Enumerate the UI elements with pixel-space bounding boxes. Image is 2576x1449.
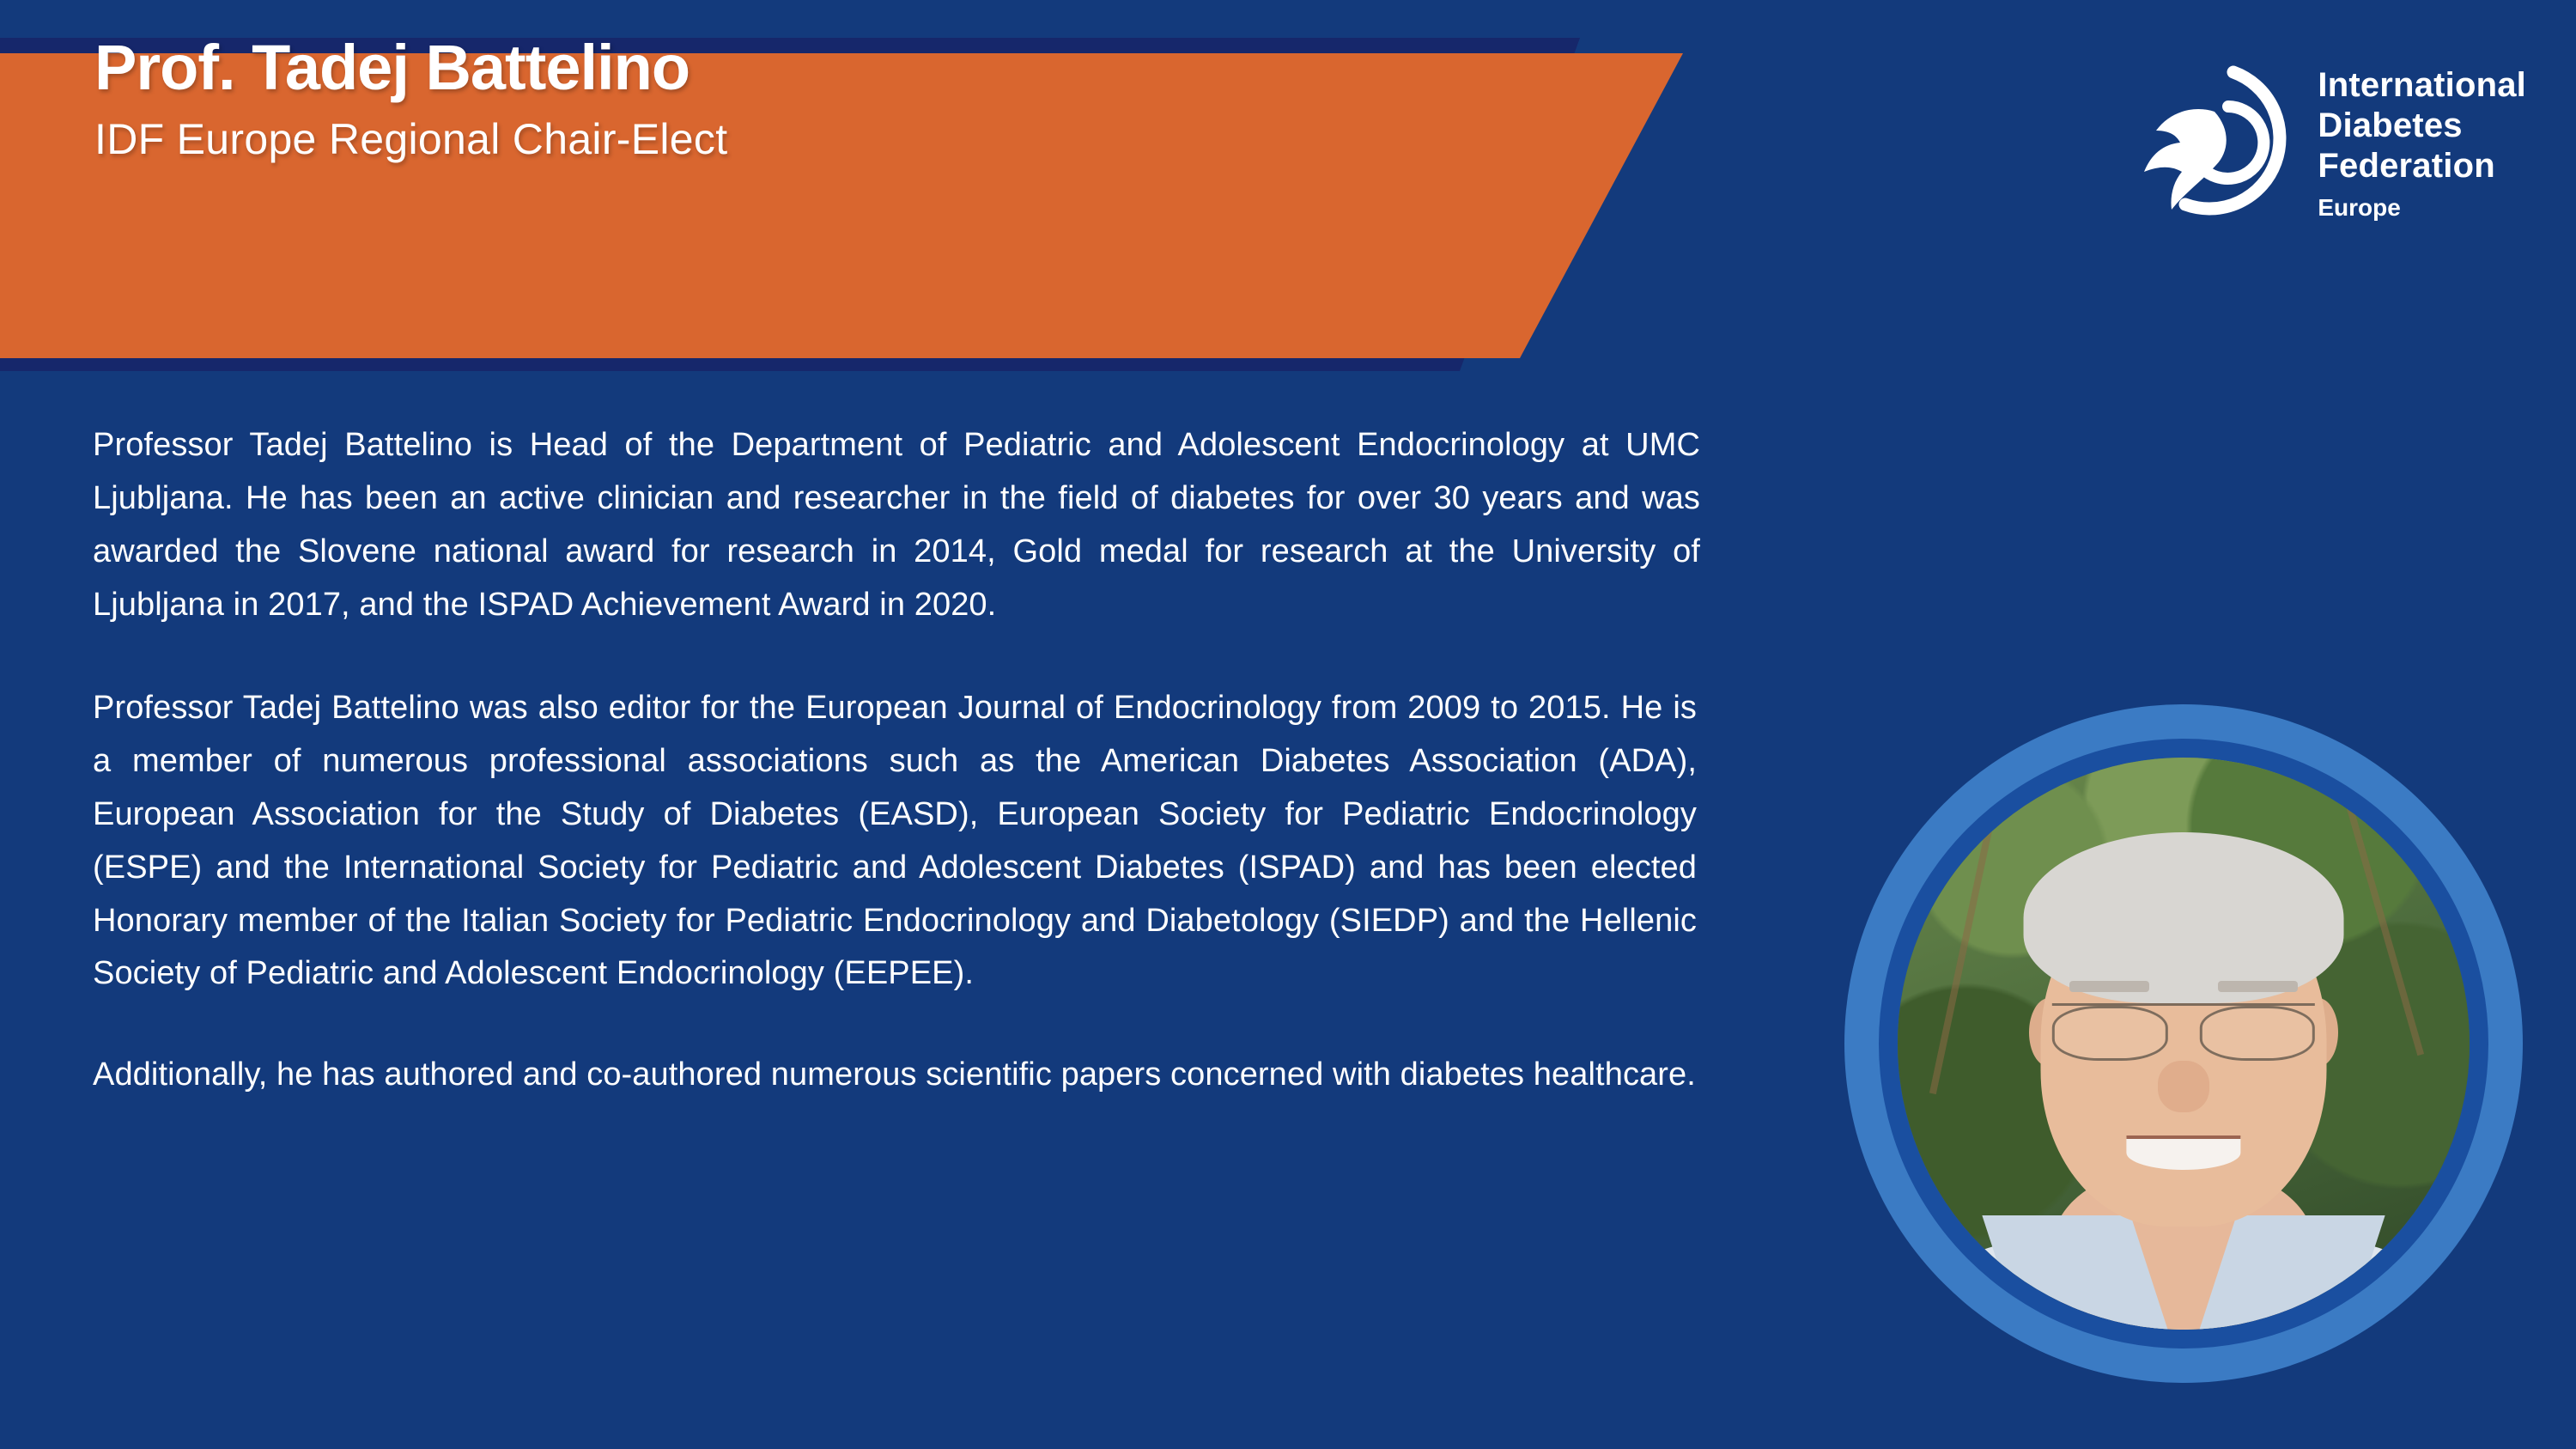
photo-brow-right [2218,981,2298,992]
portrait-photo [1898,758,2470,1330]
portrait [1844,704,2523,1383]
logo-line-4: Europe [2318,194,2401,222]
photo-glasses [2052,1003,2315,1061]
page-subtitle: IDF Europe Regional Chair-Elect [94,115,728,164]
header-banner [0,0,2576,371]
banner-text-block [94,33,727,164]
page-title: Prof. Tadej Battelino [94,32,690,103]
photo-mouth [2126,1135,2240,1170]
photo-brow-left [2069,981,2149,992]
logo-wordmark [2318,65,2526,222]
photo-hair [2024,832,2344,1004]
photo-nose [2158,1061,2209,1112]
logo-line-3: Federation [2318,147,2495,186]
logo-line-2: Diabetes [2318,106,2463,144]
biography-paragraph-3: Additionally, he has authored and co-authored numerous scientific papers concerned with diabetes healthcare. [93,1056,1696,1093]
idf-bird-circle-logo [2132,62,2295,225]
idf-europe-logo [2132,62,2526,225]
biography-paragraph-2: Professor Tadej Battelino was also editor for the European Journal of Endocrinology from 2009 to 2015. He is a member of numerous professional associations such as the American Diabetes Association (ADA), European Association for the Study of Diabetes (EASD), European Society for Pediatric Endocrinology (ESPE) and the International Society for Pediatric and Adolescent Diabetes (ISPAD) and has been elected Honorary member of the Italian Society for Pediatric Endocrinology and Diabetology (SIEDP) and the Hellenic Society of Pediatric and Adolescent Endocrinology (EEPEE). [93,689,1697,992]
logo-line-1: International [2318,65,2526,104]
photo-lens-right [2199,1006,2315,1061]
biography-content [93,419,1700,1102]
photo-lens-left [2052,1006,2168,1061]
biography-paragraph-1: Professor Tadej Battelino is Head of the Department of Pediatric and Adolescent Endocrinology at UMC Ljubljana. He has been an active clinician and researcher in the field of diabetes for over 30 years and was awarded the Slovene national award for research in 2014, Gold medal for research at the University of Ljubljana in 2017, and the ISPAD Achievement Award in 2020. [93,427,1700,623]
